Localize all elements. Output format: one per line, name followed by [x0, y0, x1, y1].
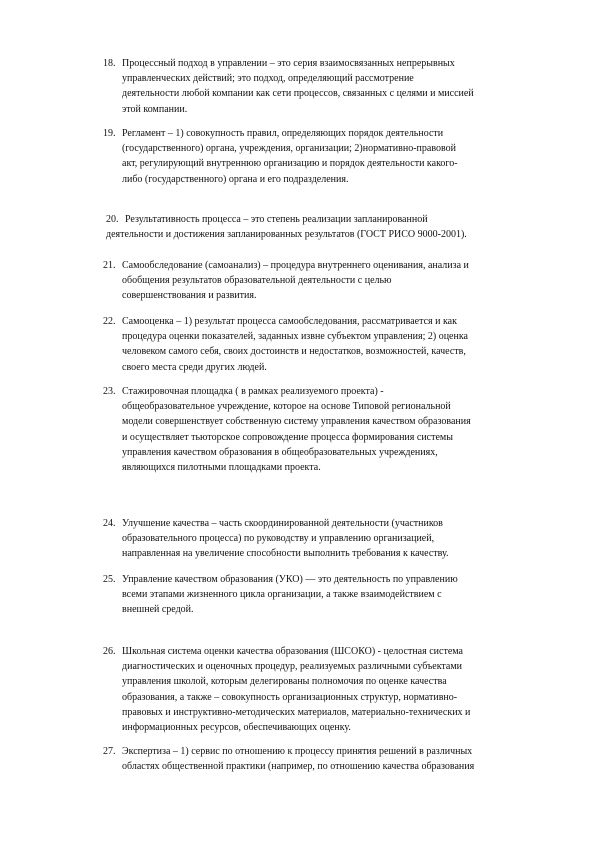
definition-item-27	[103, 744, 474, 774]
item-number: 22.	[103, 316, 116, 327]
item-text-line: своего места среди других людей.	[122, 361, 267, 373]
item-text-line: Самооценка – 1) результат процесса самообследования, рассматривается и как	[122, 316, 457, 327]
definition-item-25	[103, 572, 458, 618]
item-text-line: процедура оценки показателей, заданных извне субъектом управления; 2) оценка	[122, 331, 468, 343]
item-number: 25.	[103, 574, 116, 585]
item-text-line: управления качеством образования в общеобразовательных учреждениях,	[122, 446, 438, 458]
item-text-line: управления школой, которым делегированы полномочия по оценке качества	[122, 676, 447, 688]
item-text-line: (государственного) органа, учреждения, организации; 2)нормативно-правовой	[122, 143, 456, 155]
item-text-line: деятельности любой компании как сети процессов, связанных с целями и миссией	[122, 88, 474, 100]
item-number: 19.	[103, 128, 116, 139]
item-text-line: информационных ресурсов, обеспечивающих оценку.	[122, 722, 351, 734]
item-text-line: и осуществляет тьюторское сопровождение процесса формирования системы	[122, 431, 453, 443]
definition-item-23	[103, 384, 471, 475]
item-text-line: диагностических и оценочных процедур, реализуемых различными субъектами	[122, 661, 463, 673]
item-text-line: модели совершенствует собственную систему управления качеством образования	[122, 416, 471, 428]
item-number: 23.	[103, 386, 116, 397]
item-text-line: Самообследование (самоанализ) – процедура внутреннего оценивания, анализа и	[122, 260, 469, 271]
item-number: 21.	[103, 260, 116, 271]
definition-item-21	[103, 258, 469, 304]
item-text-line: Стажировочная площадка ( в рамках реализуемого проекта) -	[122, 386, 384, 397]
item-text-line: акт, регулирующий внутреннюю организацию и порядок деятельности какого-	[122, 158, 458, 170]
item-text-line: областях общественной практики (например, по отношению качества образования	[122, 761, 475, 773]
definition-item-22	[103, 314, 468, 375]
definition-item-20	[106, 212, 467, 242]
item-text-line: Школьная система оценки качества образования (ШСОКО) - целостная система	[122, 646, 463, 657]
item-text-line: управленческих действий; это подход, определяющий рассмотрение	[122, 73, 414, 85]
item-text-line: Регламент – 1) совокупность правил, определяющих порядок деятельности	[122, 128, 444, 139]
item-text-line: образования, а также – совокупность организационных структур, нормативно-	[122, 691, 458, 703]
item-text-line: правовых и инструктивно-методических материалов, материально-технических и	[122, 706, 471, 718]
item-text-line: направленная на увеличение способности выполнить требования к качеству.	[122, 548, 449, 560]
item-text-line: Результативность процесса – это степень реализации запланированной	[125, 214, 428, 225]
definition-item-26	[103, 644, 470, 735]
item-text-line: образовательного процесса) по руководству и управлению организацией,	[122, 533, 435, 545]
item-text-line: Улучшение качества – часть скоординированной деятельности (участников	[122, 518, 443, 529]
item-number: 26.	[103, 646, 116, 657]
definition-item-24	[103, 516, 449, 562]
definition-item-18	[103, 56, 474, 117]
item-text-line: человеком самого себя, своих достоинств и недостатков, возможностей, качеств,	[122, 346, 466, 358]
item-number: 24.	[103, 518, 116, 529]
item-text-line: являющихся пилотными площадками проекта.	[122, 462, 321, 474]
item-text-line: деятельности и достижения запланированных результатов (ГОСТ РИСО 9000-2001).	[106, 229, 467, 241]
item-text-line: всеми этапами жизненного цикла организации, а также взаимодействием с	[122, 589, 442, 601]
item-text-line: общеобразовательное учреждение, которое на основе Типовой региональной	[122, 401, 451, 413]
item-number: 20.	[106, 214, 119, 225]
item-text-line: Процессный подход в управлении – это серия взаимосвязанных непрерывных	[122, 58, 455, 69]
item-text-line: Экспертиза – 1) сервис по отношению к процессу принятия решений в различных	[122, 746, 473, 757]
item-number: 18.	[103, 58, 116, 69]
item-text-line: совершенствования и развития.	[122, 290, 257, 302]
item-text-line: внешней средой.	[122, 604, 194, 616]
item-text-line: этой компании.	[122, 103, 188, 115]
item-text-line: Управление качеством образования (УКО) — это деятельность по управлению	[122, 574, 458, 585]
item-number: 27.	[103, 746, 116, 757]
definition-item-19	[103, 126, 458, 187]
item-text-line: либо (государственного) органа и его подразделения.	[122, 173, 349, 185]
item-text-line: обобщения результатов образовательной деятельности с целью	[122, 275, 392, 287]
